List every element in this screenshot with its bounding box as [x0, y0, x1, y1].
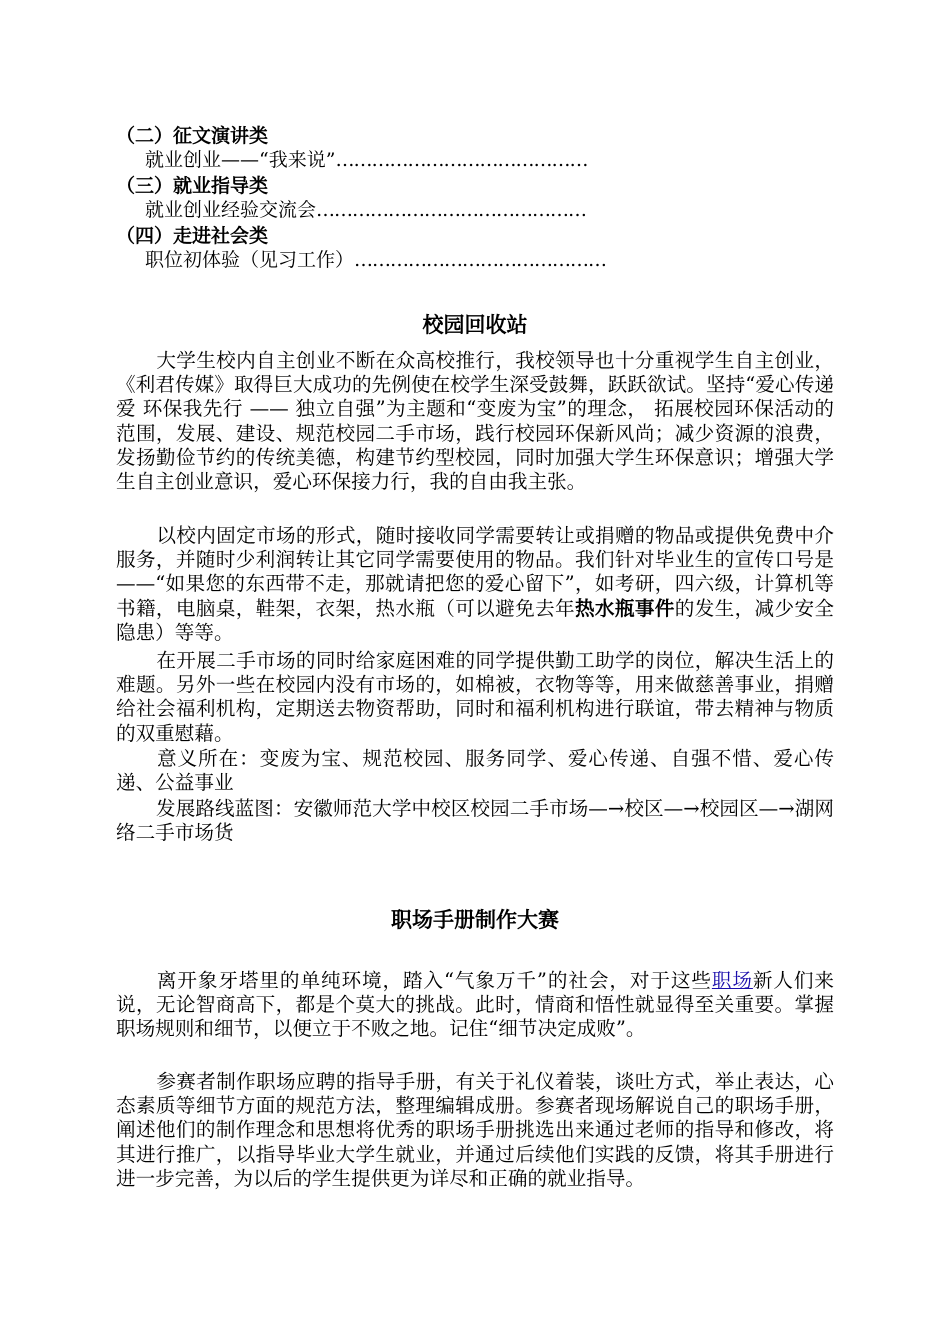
recycle-paragraph-workstudy-text: 在开展二手市场的同时给家庭困难的同学提供勤工助学的岗位，解决生活上的难题。另外一些在校园内没有市场的，如棉被，衣物等等，用来做慈善事业，捐赠给社会福利机构，定期送去物资帮助，同时和福利机构进行联谊，带去精神与物质的双重慰藉。 — [116, 649, 834, 745]
bold-keyword-thermos-incident: 热水瓶事件 — [574, 596, 675, 620]
toc-entry-enter-society[interactable] — [145, 248, 606, 272]
recycle-paragraph-significance — [116, 747, 834, 795]
toc-entry-career-guidance[interactable] — [145, 198, 586, 222]
toc-entry-label: 就业创业经验交流会 — [145, 199, 317, 221]
recycle-paragraph-market-text: 以校内固定市场的形式，随时接收同学需要转让或捐赠的物品或提供免费中介服务，并随时少利润转让其它同学需要使用的物品。我们针对毕业生的宣传口号是——“如果您的东西带不走，那就请把您的爱心留下”，如考研，四六级，计算机等书籍，电脑桌，鞋架，衣架，热水瓶（可以避免去年 — [116, 524, 834, 620]
handbook-paragraph-details — [116, 1070, 834, 1191]
recycle-paragraph-roadmap-text: 发展路线蓝图：安徽师范大学中校区校园二手市场—→校区—→校园区—→湖网络二手市场货 — [116, 797, 834, 845]
section-title-workplace-handbook: 职场手册制作大赛 — [391, 908, 559, 932]
workplace-link[interactable]: 职场 — [711, 969, 753, 992]
toc-entry-label: 职位初体验（见习工作） — [145, 249, 355, 271]
section-title-campus-recycle: 校园回收站 — [422, 313, 528, 337]
recycle-paragraph-roadmap — [116, 797, 834, 845]
toc-entry-label: 就业创业——“我来说” — [145, 149, 336, 171]
recycle-paragraph-significance-text: 意义所在：变废为宝、规范校园、服务同学、爱心传递、自强不惜、爱心传递、公益事业 — [116, 747, 834, 795]
handbook-paragraph-intro-text: 离开象牙塔里的单纯环境，踏入“气象万千”的社会，对于这些 — [156, 969, 712, 992]
recycle-paragraph-intro-text: 大学生校内自主创业不断在众高校推行，我校领导也十分重视学生自主创业，《利君传媒》取得巨大成功的先例使在校学生深受鼓舞，跃跃欲试。坚持“爱心传递爱 环保我先行 —— 独立自强”为主题和“变废为宝”的理念， 拓展校园环保活动的范围，发展、建设、规范校园二手市场，践行校园环保新风尚；减少资源的浪费，发扬勤俭节约的传统美德，构建节约型校园，同时加强大学生环保意识；增强大学生自主创业意识，爱心环保接力行，我的自由我主张。 — [116, 349, 834, 494]
recycle-paragraph-market-text-end: 的发生，减少安全隐患）等等。 — [116, 596, 835, 644]
toc-heading-career-guidance: （三）就业指导类 — [116, 175, 269, 197]
handbook-paragraph-intro — [116, 969, 834, 1042]
handbook-paragraph-details-text: 参赛者制作职场应聘的指导手册，有关于礼仪着装，谈吐方式，举止表达，心态素质等细节方面的规范方法，整理编辑成册。参赛者现场解说自己的职场手册，阐述他们的制作理念和思想将优秀的职场手册挑选出来通过老师的指导和修改，将其进行推广，以指导毕业大学生就业，并通过后续他们实践的反馈，将其手册进行进一步完善，为以后的学生提供更为详尽和正确的就业指导。 — [116, 1070, 834, 1190]
toc-leader-dots: ……………………………………… — [316, 199, 587, 221]
recycle-paragraph-workstudy — [116, 649, 834, 746]
toc-leader-dots: …………………………………… — [335, 149, 588, 171]
toc-heading-essay-speech: （二）征文演讲类 — [116, 125, 269, 147]
toc-leader-dots: …………………………………… — [354, 249, 607, 271]
handbook-paragraph-intro-text-end: 新人们来说，无论智商高下，都是个莫大的挑战。此时，情商和悟性就显得至关重要。掌握职场规则和细节，以便立于不败之地。记住“细节决定成败”。 — [116, 969, 834, 1041]
recycle-paragraph-market — [116, 524, 834, 645]
recycle-paragraph-intro — [116, 349, 834, 494]
toc-entry-essay-speech[interactable] — [145, 148, 587, 172]
toc-heading-enter-society: （四）走进社会类 — [116, 225, 269, 247]
